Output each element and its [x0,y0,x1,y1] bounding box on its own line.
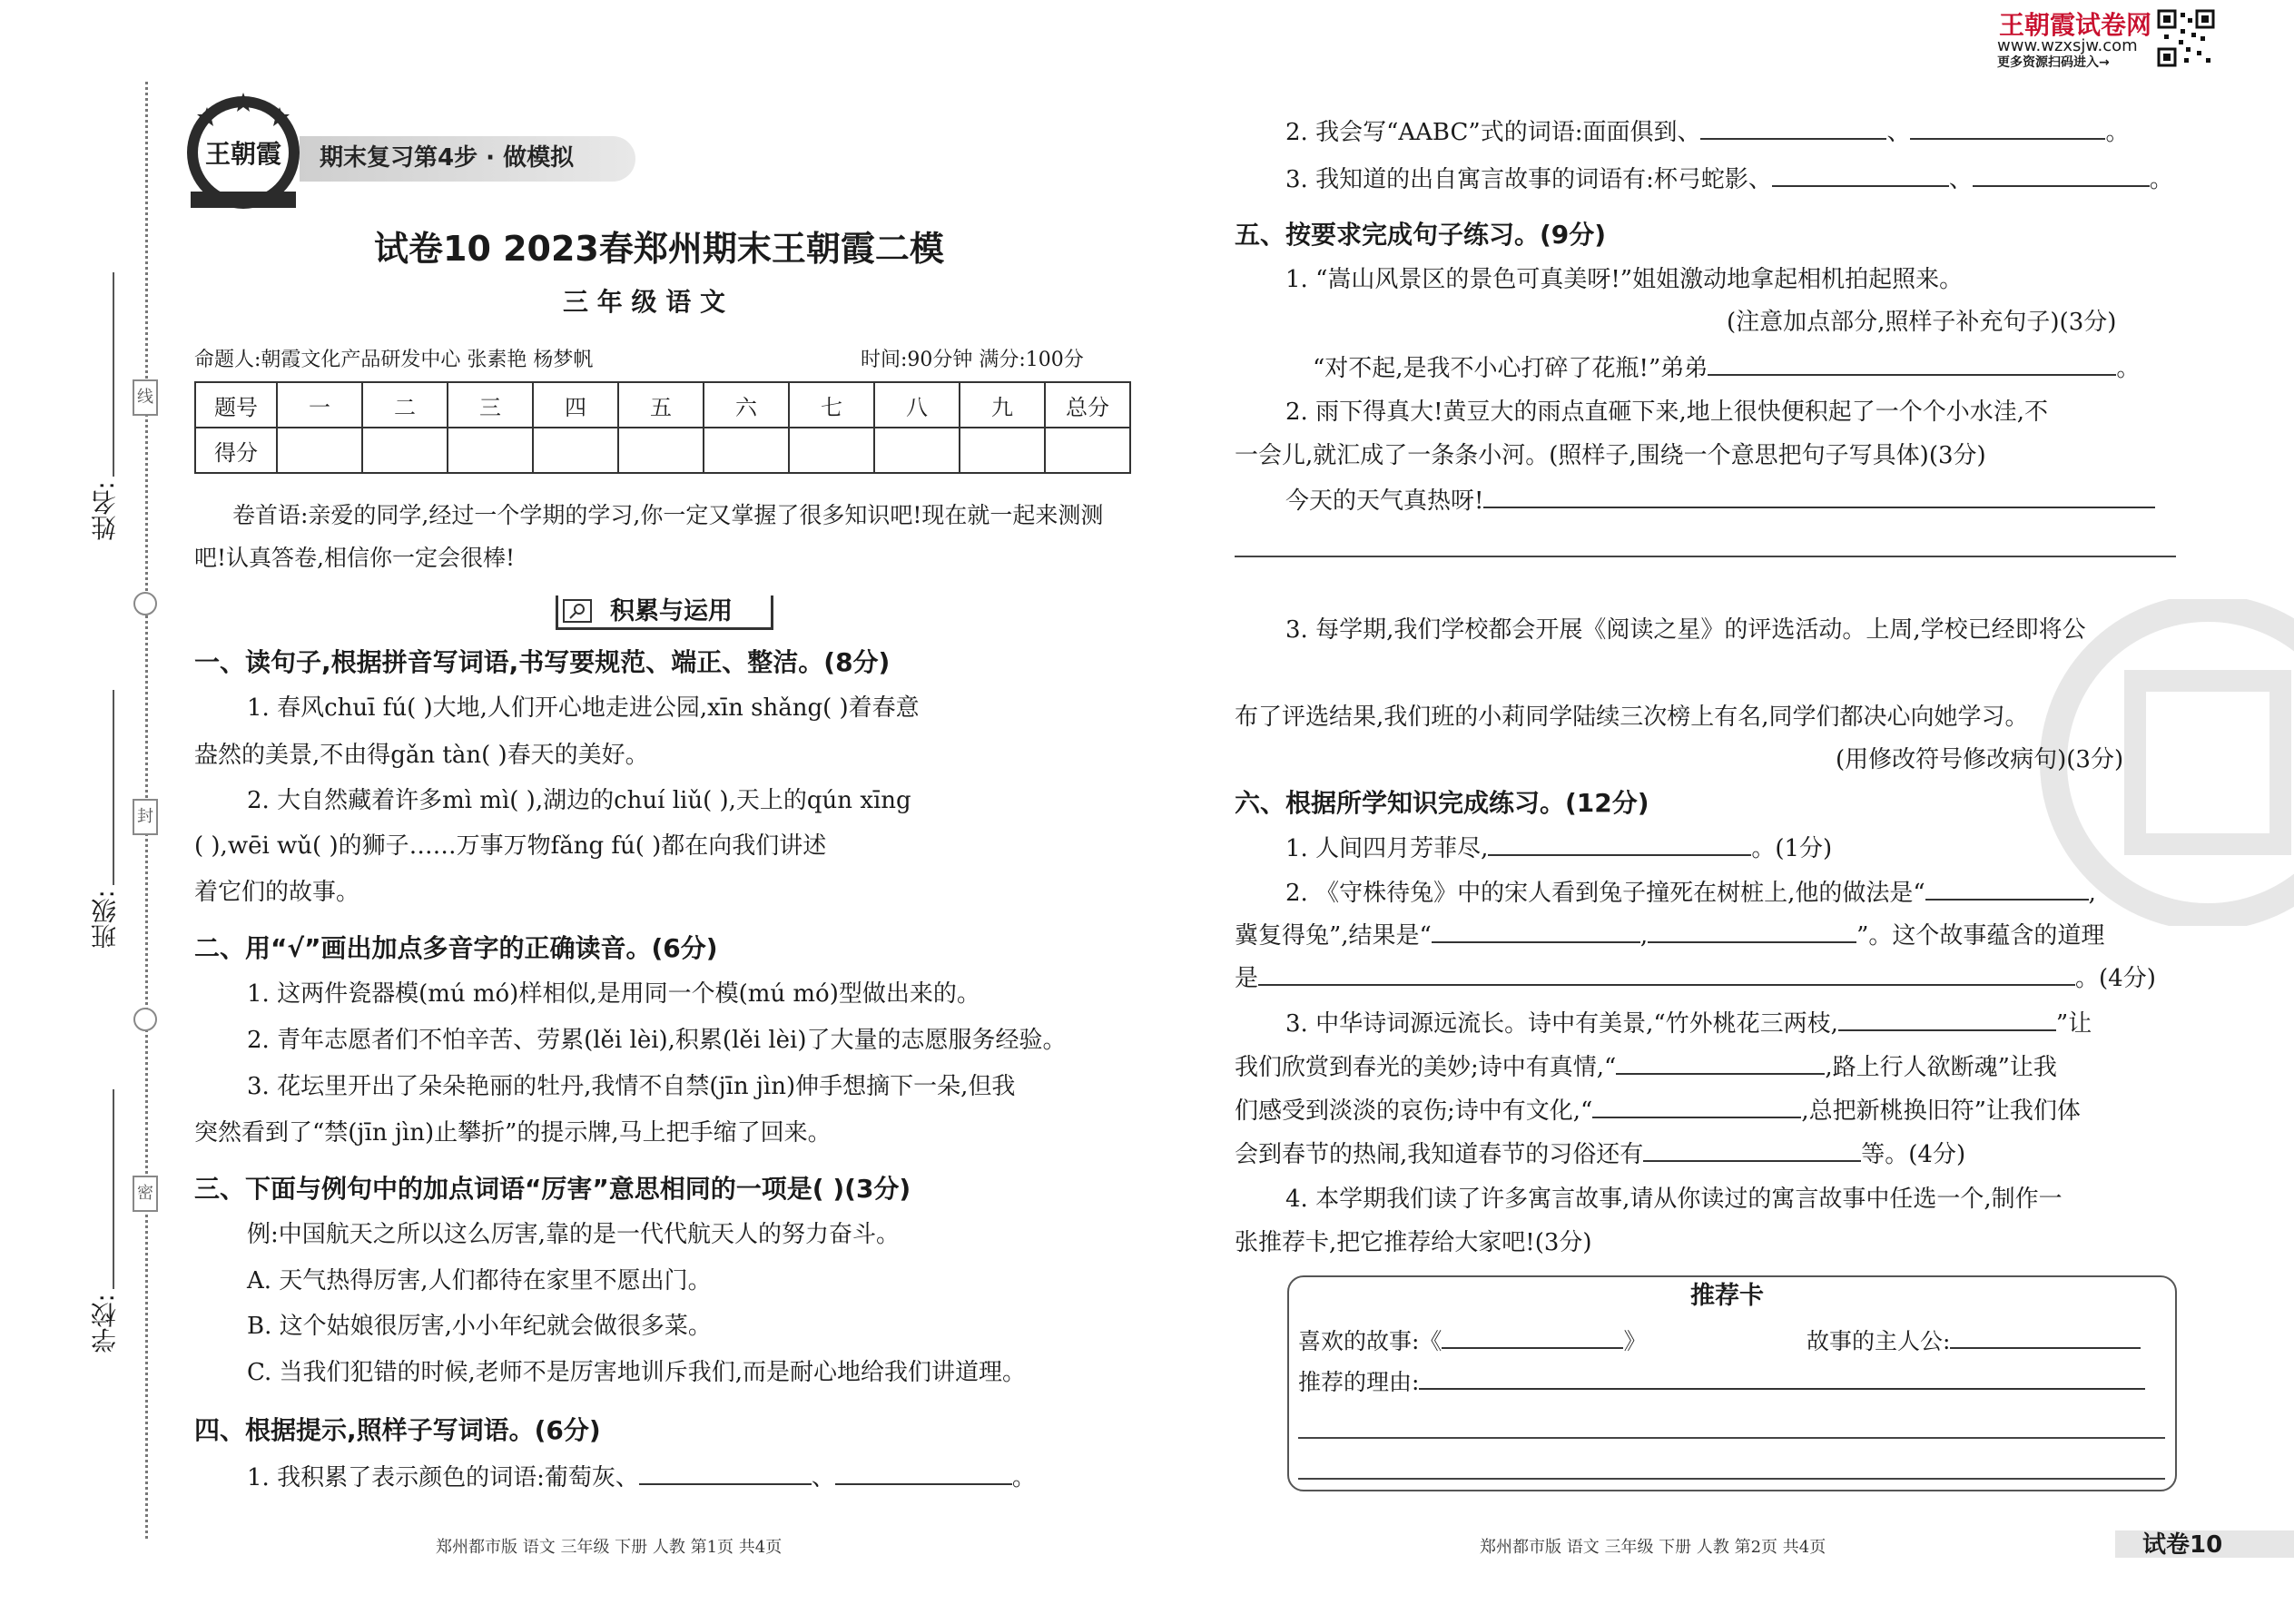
scan-text: 更多资源扫码进入→ [1997,55,2110,70]
q3-title: 三、下面与例句中的加点词语“厉害”意思相同的一项是( )(3分) [194,1174,911,1204]
score-cell[interactable] [618,428,704,473]
answer-line[interactable] [1235,556,2176,557]
card-title: 推荐卡 [1690,1282,1764,1310]
q1-title: 一、读句子,根据拼音写词语,书写要规范、端正、整洁。(8分) [194,647,891,677]
q1-line-5: 着它们的故事。 [194,879,360,906]
answer-blank[interactable] [1483,485,2155,508]
school-field[interactable] [113,1089,114,1289]
answer-blank[interactable] [1643,1138,1861,1162]
score-cell[interactable] [448,428,533,473]
intro-line-1: 卷首语:亲爱的同学,经过一个学期的学习,你一定又掌握了很多知识吧!现在就一起来测测 [232,502,1104,528]
score-table [194,381,1131,474]
q5-title: 五、按要求完成句子练习。(9分) [1235,220,1607,250]
q2-line-3: 3. 花坛里开出了朵朵艳丽的牡丹,我情不自禁(jīn jìn)伸手想摘下一朵,但我 [247,1073,1016,1100]
q6-item-1-end: 。(1分) [1751,835,1833,862]
q6-item-3-line-1 [1285,1008,2092,1039]
site-name: 王朝霞试卷网 [1999,10,2152,40]
q6-item-3-line-2 [1235,1051,2057,1083]
q4-line-2-text: 2. 我会写“AABC”式的词语:面面俱到、 [1285,119,1701,146]
answer-blank[interactable] [1432,920,1640,943]
answer-blank[interactable] [1700,116,1886,140]
site-url[interactable]: www.wzxsjw.com [1997,36,2138,55]
reason-line[interactable] [1298,1437,2165,1439]
card-reason [1298,1366,2145,1398]
q2-line-2: 2. 青年志愿者们不怕辛苦、劳累(lěi lèi),积累(lěi lèi)了大量的志愿服务经验。 [247,1027,1067,1054]
q4-line-1 [247,1462,1036,1493]
answer-blank[interactable] [1616,1051,1825,1075]
school-label: 学校: [90,1294,120,1353]
score-cell[interactable] [277,428,362,473]
card-reason-label: 推荐的理由: [1298,1369,1420,1395]
class-label: 班级: [90,890,120,950]
logo-text: 王朝霞 [204,139,281,169]
q2-line-4: 突然看到了“禁(jīn jìn)止攀折”的提示牌,马上把手缩了回来。 [194,1119,832,1147]
q6-item-2-text-2: 冀复得兔”,结果是“ [1235,922,1432,950]
q3-option-c[interactable]: C. 当我们犯错的时候,老师不是厉害地训斥我们,而是耐心地给我们讲道理。 [247,1359,1027,1386]
score-header-cell: 四 [533,382,618,428]
comma: , [2088,880,2096,907]
paper-time-score: 时间:90分钟 满分:100分 [861,349,1084,371]
separator: 、 [1948,166,1973,193]
q6-item-3-text-2: ”让 [2055,1010,2092,1038]
score-table-row [195,428,1130,473]
score-header-cell: 八 [874,382,960,428]
q6-item-4-line-2: 张推荐卡,把它推荐给大家吧!(3分) [1235,1229,1592,1256]
q5-sentence-3-line-1: 3. 每学期,我们学校都会开展《阅读之星》的评选活动。上周,学校已经即将公 [1285,616,2086,644]
q3-example: 例:中国航天之所以这么厉害,靠的是一代代航天人的努力奋斗。 [247,1221,901,1248]
story-hero-input[interactable] [1950,1325,2141,1349]
score-header-cell: 六 [704,382,789,428]
answer-blank[interactable] [1592,1095,1801,1118]
q6-item-4-line-1: 4. 本学期我们读了许多寓言故事,请从你读过的寓言故事中任选一个,制作一 [1285,1186,2063,1213]
q6-title: 六、根据所学知识完成练习。(12分) [1235,788,1649,818]
q6-item-3-line-4 [1235,1138,1965,1170]
favorite-story-input[interactable] [1442,1325,1623,1349]
card-favorite-end: 》 [1623,1328,1647,1354]
answer-blank[interactable] [1910,116,2105,140]
intro-line-2: 吧!认真答卷,相信你一定会很棒! [194,545,516,571]
score-header-cell: 三 [448,382,533,428]
q4-line-3 [1285,163,2173,195]
watermark-seal-icon [2026,599,2294,926]
q2-title: 二、用“√”画出加点多音字的正确读音。(6分) [194,933,718,963]
q5-answer-2-text: 今天的天气真热呀! [1285,487,1484,515]
q4-title: 四、根据提示,照样子写词语。(6分) [194,1415,601,1445]
score-cell[interactable] [704,428,789,473]
score-cell[interactable] [789,428,874,473]
q6-item-1-text: 1. 人间四月芳菲尽, [1285,835,1489,862]
punch-hole-2 [133,1008,157,1031]
name-field[interactable] [113,272,114,477]
q1-line-1: 1. 春风chuī fú( )大地,人们开心地走进公园,xīn shǎng( )着春意 [247,694,920,722]
q6-item-3-end: 等。(4分) [1861,1141,1966,1168]
q5-note-3: (用修改符号修改病句)(3分) [1836,746,2124,773]
q5-sentence-2-line-1: 2. 雨下得真大!黄豆大的雨点直砸下来,地上很快便积起了一个个小水洼,不 [1285,399,2049,426]
q6-item-2-text-3: ”。这个故事蕴含的道理 [1856,922,2105,950]
q6-item-1 [1285,832,1832,864]
class-field[interactable] [113,690,114,885]
footer-tag: 试卷10 [2142,1531,2223,1559]
q6-item-2-line-1 [1285,877,2096,909]
card-hero-label: 故事的主人公: [1807,1328,1951,1354]
q6-item-3-text-4: ,路上行人欲断魂”让我 [1825,1054,2057,1081]
q2-line-1: 1. 这两件瓷器模(mú mó)样相似,是用同一个模(mú mó)型做出来的。 [247,980,980,1008]
answer-blank[interactable] [835,1462,1012,1485]
reason-line[interactable] [1298,1478,2165,1480]
q6-item-3-line-3 [1235,1095,2081,1127]
q6-item-2-line-3 [1235,962,2156,994]
answer-blank[interactable] [1772,163,1949,187]
q5-note-1: (注意加点部分,照样子补充句子)(3分) [1727,309,2117,336]
q6-item-2-text-4: 是 [1235,965,1259,992]
score-header-cell: 题号 [195,382,277,428]
q6-item-2-line-2 [1235,920,2104,951]
magnifier-icon [563,599,592,623]
punch-hole-1 [133,592,157,615]
separator: 、 [1886,119,1911,146]
q6-item-3-text-7: 会到春节的热闹,我知道春节的习俗还有 [1235,1141,1644,1168]
answer-blank[interactable] [639,1462,812,1485]
q5-sentence-1: 1. “嵩山风景区的景色可真美呀!”姐姐激动地拿起相机拍起照来。 [1285,266,1964,293]
q6-item-2-text: 2. 《守株待兔》中的宋人看到兔子撞死在树桩上,他的做法是“ [1285,880,1925,907]
q6-item-3-text: 3. 中华诗词源远流长。诗中有美景,“竹外桃花三两枝, [1285,1010,1838,1038]
score-row-label: 得分 [195,428,277,473]
brand-logo [180,87,307,214]
score-header-cell: 九 [960,382,1045,428]
footer-right: 郑州都市版 语文 三年级 下册 人教 第2页 共4页 [1480,1538,1826,1557]
qr-code-icon[interactable] [2157,9,2215,67]
comma: , [1639,922,1649,950]
card-favorite-label: 喜欢的故事:《 [1298,1328,1442,1354]
answer-blank[interactable] [1973,163,2150,187]
step-banner-text: 期末复习第4步 · 做模拟 [320,144,575,172]
q1-line-2: 盎然的美景,不由得gǎn tàn( )春天的美好。 [194,742,649,769]
q4-line-1-text: 1. 我积累了表示颜色的词语:葡萄灰、 [247,1464,639,1491]
period: 。 [2116,355,2141,382]
separator: 、 [811,1464,835,1491]
card-favorite [1298,1325,1646,1357]
score-header-cell: 五 [618,382,704,428]
q4-line-2 [1285,116,2129,148]
score-header-cell: 二 [362,382,448,428]
score-cell[interactable] [362,428,448,473]
q5-sentence-2-line-2: 一会儿,就汇成了一条条小河。(照样子,围绕一个意思把句子写具体)(3分) [1235,442,1986,469]
score-table-header [195,382,1130,428]
q6-item-3-text-3: 我们欣赏到春光的美妙;诗中有真情,“ [1235,1054,1617,1081]
q5-sentence-3-line-2: 布了评选结果,我们班的小莉同学陆续三次榜上有名,同学们都决心向她学习。 [1235,704,2029,731]
q3-option-a[interactable]: A. 天气热得厉害,人们都待在家里不愿出门。 [247,1267,712,1294]
paper-authors: 命题人:朝霞文化产品研发中心 张素艳 杨梦帆 [194,349,594,371]
reason-input[interactable] [1419,1366,2145,1390]
seal-xian: 线 [133,379,158,416]
answer-blank[interactable] [1258,962,2075,986]
paper-title: 试卷10 2023春郑州期末王朝霞二模 [374,229,944,269]
score-cell[interactable] [1045,428,1130,473]
period: 。 [2149,166,2173,193]
q6-item-2-end: 。(4分) [2075,965,2156,992]
score-cell[interactable] [874,428,960,473]
q6-item-3-text-5: 们感受到淡淡的哀伤;诗中有文化,“ [1235,1097,1593,1125]
q1-line-3: 2. 大自然藏着许多mì mì( ),湖边的chuí liǔ( ),天上的qún xīng [247,787,911,814]
q5-answer-2 [1285,485,2155,517]
section-banner-text: 积累与运用 [610,597,733,625]
card-hero [1807,1325,2141,1357]
seal-feng: 封 [133,799,158,835]
q5-answer-1 [1313,352,2140,384]
paper-subtitle: 三 年 级 语 文 [563,287,725,317]
answer-blank[interactable] [1838,1008,2056,1031]
q3-option-b[interactable]: B. 这个姑娘很厉害,小小年纪就会做很多菜。 [247,1313,712,1340]
period: 。 [1011,1464,1036,1491]
score-cell[interactable] [533,428,618,473]
q4-line-3-text: 3. 我知道的出自寓言故事的词语有:杯弓蛇影、 [1285,166,1772,193]
name-label: 姓名: [90,481,120,541]
score-cell[interactable] [960,428,1045,473]
footer-left: 郑州都市版 语文 三年级 下册 人教 第1页 共4页 [436,1538,783,1557]
score-header-cell: 七 [789,382,874,428]
score-header-cell: 总分 [1045,382,1130,428]
q5-answer-1-text: “对不起,是我不小心打碎了花瓶!”弟弟 [1313,355,1708,382]
answer-blank[interactable] [1488,832,1751,856]
score-header-cell: 一 [277,382,362,428]
answer-blank[interactable] [1648,920,1856,943]
period: 。 [2105,119,2130,146]
seal-mi: 密 [133,1176,158,1212]
q6-item-3-text-6: ,总把新桃换旧符”让我们体 [1801,1097,2081,1125]
q1-line-4: ( ),wēi wǔ( )的狮子……万事万物fǎng fú( )都在向我们讲述 [194,832,827,860]
answer-blank[interactable] [1708,352,2116,376]
